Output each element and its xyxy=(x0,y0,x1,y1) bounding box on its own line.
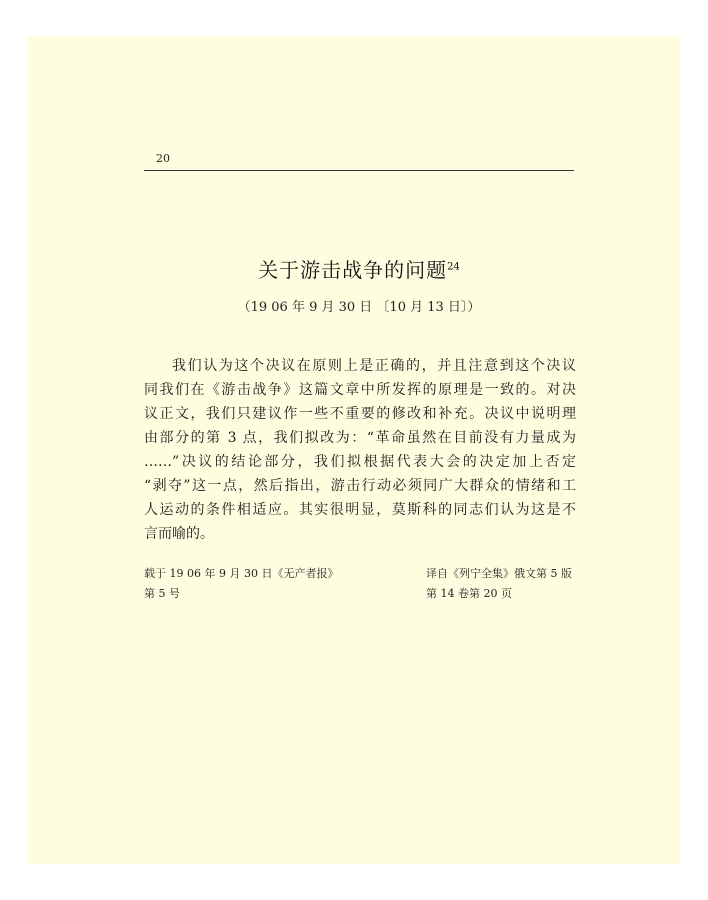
translation-source-line: 译自《列宁全集》俄文第 5 版 xyxy=(426,567,572,580)
body-line: 同我们在《游击战争》这篇文章中所发挥的原理是一致的。对决 xyxy=(144,382,576,398)
body-line: 人运动的条件相适应。其实很明显，莫斯科的同志们认为这是不 xyxy=(144,502,576,518)
body-line: 由部分的第 3 点，我们拟改为：“革命虽然在目前没有力量成为 xyxy=(144,430,576,446)
page-number: 20 xyxy=(156,152,170,165)
running-head xyxy=(144,152,574,171)
article-title xyxy=(144,254,574,283)
article-body xyxy=(144,354,576,546)
title-footnote-marker: 24 xyxy=(447,261,460,273)
body-line: 议正文，我们只建议作一些不重要的修改和补充。决议中说明理 xyxy=(144,406,576,422)
translation-source xyxy=(426,564,572,604)
translation-source-line: 第 14 卷第 20 页 xyxy=(426,587,512,600)
publication-source-line: 第 5 号 xyxy=(144,587,180,600)
document-page xyxy=(28,36,680,864)
body-line: 我们认为这个决议在原则上是正确的，并且注意到这个决议 xyxy=(172,358,576,374)
body-line: “剥夺”这一点，然后指出，游击行动必须同广大群众的情绪和工 xyxy=(144,478,576,494)
body-line: 言而喻的。 xyxy=(144,526,214,542)
publication-source-line: 载于 19 06 年 9 月 30 日《无产者报》 xyxy=(144,567,339,580)
article-date: （19 06 年 9 月 30 日 〔10 月 13 日〕） xyxy=(237,300,481,315)
body-line: ……”决议的结论部分，我们拟根据代表大会的决定加上否定 xyxy=(144,454,576,470)
publication-source xyxy=(144,564,338,604)
article-title-text: 关于游击战争的问题 xyxy=(258,258,448,282)
